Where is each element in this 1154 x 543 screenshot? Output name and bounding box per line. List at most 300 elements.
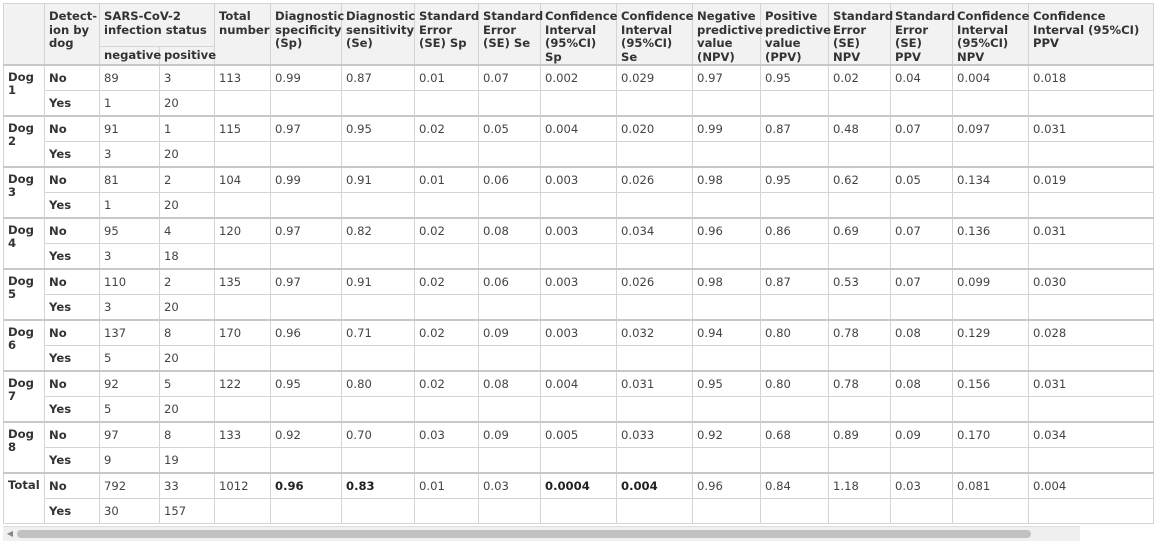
- empty-cell: [415, 193, 479, 219]
- empty-cell: [617, 91, 693, 117]
- detection-cell: No: [45, 371, 100, 397]
- empty-cell: [271, 91, 342, 117]
- empty-cell: [215, 346, 271, 372]
- stat-se-npv: 0.48: [829, 116, 891, 142]
- detection-cell: Yes: [45, 142, 100, 168]
- empty-cell: [215, 499, 271, 524]
- empty-cell: [761, 499, 829, 524]
- empty-cell: [829, 397, 891, 423]
- empty-cell: [617, 244, 693, 270]
- detection-cell: No: [45, 422, 100, 448]
- empty-cell: [761, 244, 829, 270]
- negative-count: 9: [100, 448, 160, 474]
- positive-count: 2: [160, 167, 215, 193]
- empty-cell: [541, 448, 617, 474]
- stat-se: 0.91: [342, 167, 415, 193]
- stat-sp: 0.92: [271, 422, 342, 448]
- dog-label: Dog 1: [4, 65, 45, 116]
- header-dog: [4, 4, 45, 66]
- empty-cell: [541, 499, 617, 524]
- positive-count: 18: [160, 244, 215, 270]
- empty-cell: [829, 193, 891, 219]
- table-row: [4, 448, 1154, 474]
- header-ci-se: Confidence Interval (95%CI) Se: [617, 4, 693, 66]
- stat-se-sp: 0.03: [415, 422, 479, 448]
- stat-ppv: 0.86: [761, 218, 829, 244]
- stat-ci-ppv: 0.030: [1029, 269, 1154, 295]
- stat-se-se: 0.07: [479, 65, 541, 91]
- empty-cell: [761, 295, 829, 321]
- negative-count: 5: [100, 397, 160, 423]
- empty-cell: [617, 295, 693, 321]
- empty-cell: [342, 244, 415, 270]
- stat-se-sp: 0.02: [415, 116, 479, 142]
- stat-total: 1012: [215, 473, 271, 499]
- detection-cell: Yes: [45, 397, 100, 423]
- empty-cell: [953, 193, 1029, 219]
- table-row: [4, 346, 1154, 372]
- positive-count: 19: [160, 448, 215, 474]
- empty-cell: [693, 142, 761, 168]
- negative-count: 3: [100, 244, 160, 270]
- empty-cell: [479, 193, 541, 219]
- stat-npv: 0.95: [693, 371, 761, 397]
- negative-count: 97: [100, 422, 160, 448]
- empty-cell: [829, 499, 891, 524]
- empty-cell: [891, 295, 953, 321]
- empty-cell: [541, 397, 617, 423]
- stat-ci-sp: 0.003: [541, 320, 617, 346]
- empty-cell: [415, 397, 479, 423]
- stat-se-sp: 0.01: [415, 167, 479, 193]
- empty-cell: [479, 448, 541, 474]
- negative-count: 792: [100, 473, 160, 499]
- stat-sp: 0.97: [271, 116, 342, 142]
- header-se-sp: Standard Error (SE) Sp: [415, 4, 479, 66]
- empty-cell: [693, 499, 761, 524]
- dog-label: Dog 5: [4, 269, 45, 320]
- detection-cell: Yes: [45, 91, 100, 117]
- empty-cell: [693, 295, 761, 321]
- stat-se-se: 0.03: [479, 473, 541, 499]
- stat-se-ppv: 0.08: [891, 320, 953, 346]
- stat-se-se: 0.08: [479, 218, 541, 244]
- positive-count: 4: [160, 218, 215, 244]
- stat-ci-se: 0.034: [617, 218, 693, 244]
- empty-cell: [415, 295, 479, 321]
- positive-count: 1: [160, 116, 215, 142]
- empty-cell: [1029, 91, 1154, 117]
- positive-count: 157: [160, 499, 215, 524]
- table-row: [4, 218, 1154, 244]
- empty-cell: [617, 448, 693, 474]
- scrollbar-thumb[interactable]: [17, 530, 1031, 538]
- dog-label: Dog 3: [4, 167, 45, 218]
- stat-ci-ppv: 0.028: [1029, 320, 1154, 346]
- negative-count: 3: [100, 295, 160, 321]
- empty-cell: [953, 448, 1029, 474]
- stat-ppv: 0.87: [761, 116, 829, 142]
- empty-cell: [693, 193, 761, 219]
- empty-cell: [215, 244, 271, 270]
- stat-ci-sp: 0.004: [541, 116, 617, 142]
- stat-ci-se: 0.033: [617, 422, 693, 448]
- stat-ci-ppv: 0.031: [1029, 218, 1154, 244]
- stat-se-sp: 0.02: [415, 218, 479, 244]
- empty-cell: [1029, 499, 1154, 524]
- empty-cell: [479, 142, 541, 168]
- empty-cell: [693, 346, 761, 372]
- detection-cell: No: [45, 167, 100, 193]
- empty-cell: [541, 91, 617, 117]
- empty-cell: [415, 448, 479, 474]
- dog-label: Dog 2: [4, 116, 45, 167]
- dog-label: Dog 8: [4, 422, 45, 473]
- empty-cell: [891, 448, 953, 474]
- empty-cell: [693, 244, 761, 270]
- stat-se-sp: 0.02: [415, 371, 479, 397]
- empty-cell: [829, 346, 891, 372]
- empty-cell: [215, 397, 271, 423]
- empty-cell: [415, 142, 479, 168]
- stat-se-npv: 0.78: [829, 371, 891, 397]
- stat-se-npv: 0.53: [829, 269, 891, 295]
- negative-count: 3: [100, 142, 160, 168]
- empty-cell: [271, 142, 342, 168]
- positive-count: 2: [160, 269, 215, 295]
- header-ci-npv: Confidence Interval (95%CI) NPV: [953, 4, 1029, 66]
- table-row: [4, 65, 1154, 91]
- dog-label: Dog 4: [4, 218, 45, 269]
- empty-cell: [617, 346, 693, 372]
- stat-ppv: 0.95: [761, 65, 829, 91]
- empty-cell: [479, 397, 541, 423]
- stat-se-sp: 0.01: [415, 65, 479, 91]
- stat-sp: 0.97: [271, 269, 342, 295]
- empty-cell: [617, 397, 693, 423]
- stat-ci-npv: 0.134: [953, 167, 1029, 193]
- empty-cell: [541, 193, 617, 219]
- stat-se-npv: 0.62: [829, 167, 891, 193]
- empty-cell: [1029, 346, 1154, 372]
- empty-cell: [215, 91, 271, 117]
- stat-npv: 0.98: [693, 269, 761, 295]
- stat-ppv: 0.84: [761, 473, 829, 499]
- table-row: [4, 371, 1154, 397]
- stat-ci-npv: 0.156: [953, 371, 1029, 397]
- table-row: [4, 499, 1154, 524]
- stat-ci-sp: 0.003: [541, 167, 617, 193]
- negative-count: 30: [100, 499, 160, 524]
- empty-cell: [953, 142, 1029, 168]
- stat-ppv: 0.95: [761, 167, 829, 193]
- detection-cell: Yes: [45, 448, 100, 474]
- stat-se-se: 0.09: [479, 422, 541, 448]
- empty-cell: [761, 397, 829, 423]
- empty-cell: [271, 397, 342, 423]
- stat-se-ppv: 0.03: [891, 473, 953, 499]
- header-specificity: Diagnostic specificity (Sp): [271, 4, 342, 66]
- results-body: [4, 65, 1154, 524]
- positive-count: 20: [160, 397, 215, 423]
- stat-ci-se: 0.032: [617, 320, 693, 346]
- stat-npv: 0.99: [693, 116, 761, 142]
- stat-se-npv: 0.69: [829, 218, 891, 244]
- stat-ci-sp: 0.003: [541, 269, 617, 295]
- positive-count: 20: [160, 91, 215, 117]
- empty-cell: [1029, 295, 1154, 321]
- empty-cell: [693, 397, 761, 423]
- detection-cell: Yes: [45, 499, 100, 524]
- stat-se-ppv: 0.04: [891, 65, 953, 91]
- stat-ci-se: 0.031: [617, 371, 693, 397]
- detection-cell: Yes: [45, 346, 100, 372]
- negative-count: 137: [100, 320, 160, 346]
- empty-cell: [541, 244, 617, 270]
- positive-count: 33: [160, 473, 215, 499]
- stat-ci-ppv: 0.034: [1029, 422, 1154, 448]
- scroll-left-icon[interactable]: ◀: [6, 529, 14, 538]
- empty-cell: [541, 295, 617, 321]
- empty-cell: [891, 499, 953, 524]
- stat-sp: 0.99: [271, 167, 342, 193]
- positive-count: 5: [160, 371, 215, 397]
- stat-ci-npv: 0.170: [953, 422, 1029, 448]
- stat-ci-ppv: 0.031: [1029, 116, 1154, 142]
- stat-se-se: 0.06: [479, 269, 541, 295]
- table-row: [4, 244, 1154, 270]
- table-row: [4, 422, 1154, 448]
- empty-cell: [271, 193, 342, 219]
- empty-cell: [891, 142, 953, 168]
- negative-count: 1: [100, 91, 160, 117]
- empty-cell: [953, 244, 1029, 270]
- stat-se-ppv: 0.07: [891, 269, 953, 295]
- header-ci-sp: Confidence Interval (95%CI) Sp: [541, 4, 617, 66]
- header-se-npv: Standard Error (SE) NPV: [829, 4, 891, 66]
- table-row: [4, 473, 1154, 499]
- stat-se-npv: 1.18: [829, 473, 891, 499]
- stat-ci-npv: 0.097: [953, 116, 1029, 142]
- empty-cell: [829, 295, 891, 321]
- stat-se-se: 0.05: [479, 116, 541, 142]
- empty-cell: [479, 346, 541, 372]
- stat-se-ppv: 0.08: [891, 371, 953, 397]
- empty-cell: [271, 448, 342, 474]
- table-row: [4, 295, 1154, 321]
- empty-cell: [541, 142, 617, 168]
- table-row: [4, 116, 1154, 142]
- stat-se-npv: 0.89: [829, 422, 891, 448]
- stat-npv: 0.98: [693, 167, 761, 193]
- stat-ci-sp: 0.003: [541, 218, 617, 244]
- stat-se-ppv: 0.09: [891, 422, 953, 448]
- stat-se-se: 0.08: [479, 371, 541, 397]
- detection-cell: No: [45, 320, 100, 346]
- empty-cell: [953, 346, 1029, 372]
- stat-ci-se: 0.029: [617, 65, 693, 91]
- empty-cell: [342, 193, 415, 219]
- header-ci-ppv: Confidence Interval (95%CI) PPV: [1029, 4, 1154, 66]
- table-row: [4, 91, 1154, 117]
- negative-count: 92: [100, 371, 160, 397]
- stat-se-ppv: 0.05: [891, 167, 953, 193]
- empty-cell: [271, 295, 342, 321]
- stat-se-npv: 0.02: [829, 65, 891, 91]
- positive-count: 3: [160, 65, 215, 91]
- stat-se: 0.82: [342, 218, 415, 244]
- stat-se-sp: 0.02: [415, 269, 479, 295]
- stat-se-sp: 0.01: [415, 473, 479, 499]
- empty-cell: [479, 295, 541, 321]
- negative-count: 91: [100, 116, 160, 142]
- stat-se: 0.71: [342, 320, 415, 346]
- stat-ci-se: 0.004: [617, 473, 693, 499]
- stat-se: 0.91: [342, 269, 415, 295]
- empty-cell: [829, 142, 891, 168]
- stat-ppv: 0.68: [761, 422, 829, 448]
- empty-cell: [617, 499, 693, 524]
- table-row: [4, 167, 1154, 193]
- empty-cell: [829, 244, 891, 270]
- table-row: [4, 193, 1154, 219]
- empty-cell: [541, 346, 617, 372]
- stat-sp: 0.99: [271, 65, 342, 91]
- stat-se-se: 0.06: [479, 167, 541, 193]
- empty-cell: [271, 346, 342, 372]
- stat-ci-se: 0.020: [617, 116, 693, 142]
- empty-cell: [761, 193, 829, 219]
- detection-cell: No: [45, 65, 100, 91]
- stat-total: 122: [215, 371, 271, 397]
- table-row: [4, 320, 1154, 346]
- stat-ci-ppv: 0.004: [1029, 473, 1154, 499]
- empty-cell: [215, 193, 271, 219]
- empty-cell: [415, 244, 479, 270]
- stat-ci-sp: 0.005: [541, 422, 617, 448]
- header-total-number: Total number: [215, 4, 271, 66]
- positive-count: 20: [160, 142, 215, 168]
- detection-cell: No: [45, 218, 100, 244]
- empty-cell: [953, 397, 1029, 423]
- empty-cell: [479, 244, 541, 270]
- detection-cell: Yes: [45, 295, 100, 321]
- empty-cell: [891, 244, 953, 270]
- detection-cell: No: [45, 116, 100, 142]
- dog-label: Total: [4, 473, 45, 524]
- empty-cell: [953, 91, 1029, 117]
- negative-count: 110: [100, 269, 160, 295]
- header-npv: Negative predictive value (NPV): [693, 4, 761, 66]
- negative-count: 89: [100, 65, 160, 91]
- empty-cell: [891, 397, 953, 423]
- empty-cell: [761, 91, 829, 117]
- empty-cell: [1029, 193, 1154, 219]
- empty-cell: [415, 91, 479, 117]
- empty-cell: [829, 448, 891, 474]
- header-negative: negative: [100, 46, 160, 65]
- empty-cell: [415, 499, 479, 524]
- stat-se: 0.80: [342, 371, 415, 397]
- stat-ci-ppv: 0.018: [1029, 65, 1154, 91]
- empty-cell: [693, 448, 761, 474]
- empty-cell: [342, 295, 415, 321]
- stat-npv: 0.94: [693, 320, 761, 346]
- positive-count: 20: [160, 346, 215, 372]
- negative-count: 95: [100, 218, 160, 244]
- stat-ci-ppv: 0.031: [1029, 371, 1154, 397]
- empty-cell: [829, 91, 891, 117]
- dog-label: Dog 6: [4, 320, 45, 371]
- empty-cell: [415, 346, 479, 372]
- detection-cell: Yes: [45, 244, 100, 270]
- stat-total: 135: [215, 269, 271, 295]
- stat-ci-npv: 0.004: [953, 65, 1029, 91]
- stat-se-npv: 0.78: [829, 320, 891, 346]
- positive-count: 20: [160, 193, 215, 219]
- dog-label: Dog 7: [4, 371, 45, 422]
- empty-cell: [1029, 244, 1154, 270]
- empty-cell: [953, 499, 1029, 524]
- header-sars-cov2-status: SARS-CoV-2 infection status: [100, 4, 215, 47]
- stat-se-ppv: 0.07: [891, 116, 953, 142]
- empty-cell: [1029, 397, 1154, 423]
- empty-cell: [693, 91, 761, 117]
- empty-cell: [891, 346, 953, 372]
- empty-cell: [342, 397, 415, 423]
- negative-count: 1: [100, 193, 160, 219]
- empty-cell: [342, 91, 415, 117]
- stat-ci-sp: 0.002: [541, 65, 617, 91]
- stat-npv: 0.92: [693, 422, 761, 448]
- empty-cell: [761, 346, 829, 372]
- stat-total: 113: [215, 65, 271, 91]
- header-ppv: Positive predictive value (PPV): [761, 4, 829, 66]
- detection-cell: No: [45, 269, 100, 295]
- horizontal-scrollbar[interactable]: [3, 526, 1080, 541]
- header-se-se: Standard Error (SE) Se: [479, 4, 541, 66]
- stat-total: 120: [215, 218, 271, 244]
- stat-sp: 0.96: [271, 320, 342, 346]
- table-row: [4, 269, 1154, 295]
- stat-se-se: 0.09: [479, 320, 541, 346]
- empty-cell: [953, 295, 1029, 321]
- detection-cell: Yes: [45, 193, 100, 219]
- empty-cell: [1029, 142, 1154, 168]
- positive-count: 8: [160, 320, 215, 346]
- empty-cell: [891, 91, 953, 117]
- stat-se: 0.87: [342, 65, 415, 91]
- empty-cell: [342, 448, 415, 474]
- stat-total: 170: [215, 320, 271, 346]
- empty-cell: [342, 346, 415, 372]
- detection-cell: No: [45, 473, 100, 499]
- stat-ci-sp: 0.0004: [541, 473, 617, 499]
- stat-ci-npv: 0.081: [953, 473, 1029, 499]
- empty-cell: [271, 244, 342, 270]
- stat-ci-se: 0.026: [617, 269, 693, 295]
- stat-sp: 0.96: [271, 473, 342, 499]
- stat-se: 0.95: [342, 116, 415, 142]
- stat-total: 115: [215, 116, 271, 142]
- stat-ci-se: 0.026: [617, 167, 693, 193]
- empty-cell: [1029, 448, 1154, 474]
- stat-total: 133: [215, 422, 271, 448]
- stat-se: 0.83: [342, 473, 415, 499]
- empty-cell: [761, 142, 829, 168]
- empty-cell: [479, 499, 541, 524]
- negative-count: 5: [100, 346, 160, 372]
